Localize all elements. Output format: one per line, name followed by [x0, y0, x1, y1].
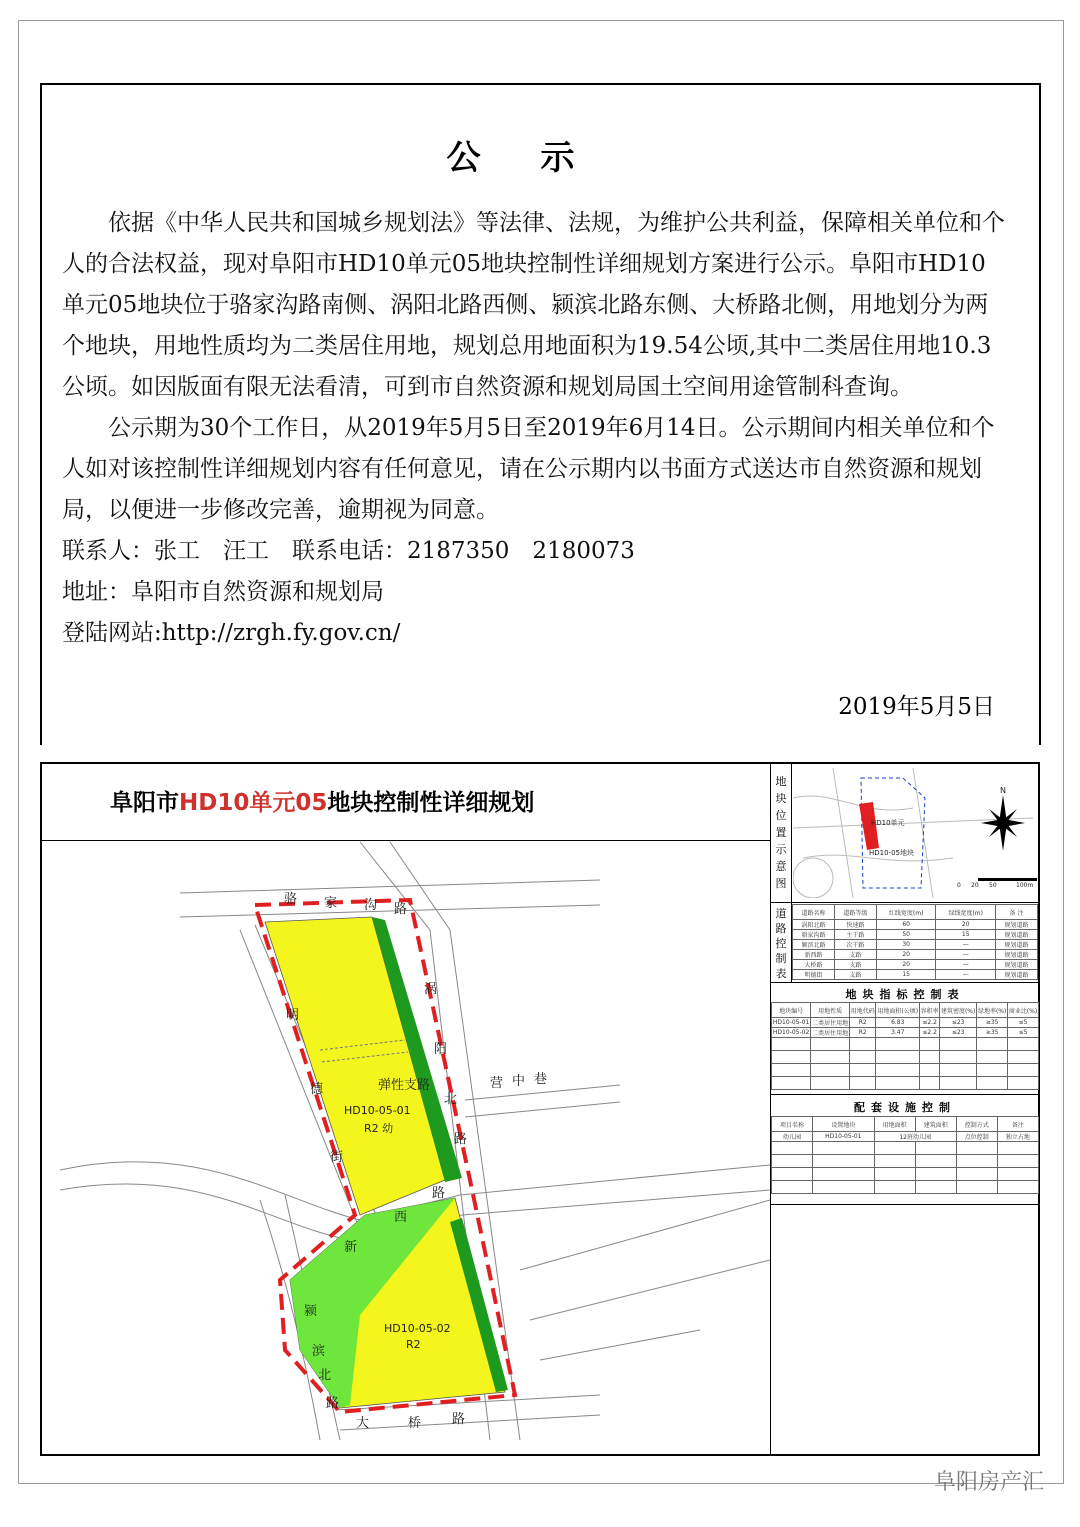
plot-index-table — [771, 1002, 1039, 1090]
road-label-luojiagou: 家 — [324, 896, 338, 911]
table-cell-empty — [956, 1155, 997, 1168]
column-header: 地块编号 — [772, 1003, 811, 1018]
table-row — [772, 1132, 1039, 1142]
road-table-heading — [771, 902, 792, 982]
notice-address: 地址：阜阳市自然资源和规划局 — [62, 579, 384, 605]
table-cell: 快速路 — [834, 920, 876, 930]
column-header: 用地代码 — [850, 1003, 876, 1018]
table-cell-empty — [876, 1038, 920, 1051]
table-cell: 规划道路 — [996, 970, 1038, 980]
table-cell-empty — [813, 1142, 874, 1155]
table-cell: HD10-05-02 — [772, 1029, 810, 1036]
plan-title-rest: 地块控制性详细规划 — [327, 790, 535, 816]
north-arrow-icon — [981, 795, 1025, 851]
table-cell-empty — [772, 1064, 811, 1077]
table-cell-empty — [876, 1051, 920, 1064]
road-label-xinxi: 新 — [344, 1240, 358, 1255]
heading-char: 意 — [775, 860, 787, 873]
table-cell-empty — [813, 1155, 874, 1168]
table-cell-empty — [997, 1168, 1038, 1181]
table-row-empty — [772, 1181, 1039, 1194]
table-cell-empty — [874, 1155, 915, 1168]
column-header: 项目名称 — [772, 1117, 813, 1132]
table-cell: — — [936, 950, 996, 960]
road-control-table — [792, 904, 1038, 980]
plot2-id: HD10-05-02 — [384, 1322, 451, 1335]
heading-char: 表 — [775, 967, 787, 980]
table-cell-empty — [956, 1168, 997, 1181]
column-header: 用地面积(公顷) — [876, 1003, 920, 1018]
road-label-mingde: 明 — [286, 1008, 300, 1023]
road-label-woyang: 涡 — [424, 982, 438, 997]
table-cell: 独立占地 — [997, 1132, 1038, 1142]
table-cell: 二类居住用地 — [811, 1028, 850, 1038]
table-cell: 骆家沟路 — [793, 930, 835, 940]
column-header: 控制方式 — [956, 1117, 997, 1132]
column-header: 备注 — [997, 1117, 1038, 1132]
table-cell: ≤2.2 — [920, 1018, 940, 1028]
table-cell-empty — [920, 1064, 940, 1077]
column-header: 用地面积 — [874, 1117, 915, 1132]
table-cell-empty — [811, 1064, 850, 1077]
table-cell-empty — [997, 1142, 1038, 1155]
table-cell-empty — [915, 1168, 956, 1181]
table-cell: 大桥路 — [793, 960, 835, 970]
table-cell: ≤23 — [940, 1018, 977, 1028]
table-cell-empty — [874, 1168, 915, 1181]
table-cell-empty — [915, 1142, 956, 1155]
table-header — [772, 1003, 1039, 1018]
table-cell-empty — [772, 1181, 813, 1194]
table-cell-empty — [920, 1051, 940, 1064]
table-cell: 规划道路 — [996, 950, 1038, 960]
table-cell: 明德街 — [793, 970, 835, 980]
facility-table-title: 配套设施控制 — [854, 1101, 956, 1114]
table-cell: ≥35 — [977, 1018, 1008, 1028]
table-cell: 主干路 — [834, 930, 876, 940]
table-cell-empty — [1008, 1038, 1039, 1051]
heading-char: 制 — [775, 952, 787, 965]
table-cell: 支路 — [834, 970, 876, 980]
table-cell: 6.83 — [876, 1018, 920, 1028]
watermark: 阜阳房产汇 — [933, 1470, 1044, 1495]
facility-control-table — [771, 1116, 1039, 1194]
heading-char: 路 — [775, 922, 787, 935]
table-cell-empty — [1008, 1077, 1039, 1090]
table-cell: 12班幼儿园 — [874, 1132, 956, 1142]
road-label-yingbin: 北 — [318, 1368, 332, 1383]
road-label-woyang: 阳 — [434, 1042, 448, 1057]
table-cell: 次干路 — [834, 940, 876, 950]
table-cell-empty — [977, 1051, 1008, 1064]
table-cell-empty — [876, 1077, 920, 1090]
table-cell-empty — [874, 1181, 915, 1194]
heading-char: 地 — [775, 775, 787, 788]
column-header: 建筑面积 — [915, 1117, 956, 1132]
plot1-code: R2 幼 — [364, 1122, 394, 1135]
table-header — [793, 905, 1038, 920]
road-label-xinxi: 西 — [394, 1210, 408, 1225]
divider — [771, 902, 1039, 903]
table-cell: ≤5 — [1008, 1028, 1039, 1038]
heading-char: 示 — [775, 843, 787, 856]
table-cell: 颍滨北路 — [793, 940, 835, 950]
table-cell: 涡阳北路 — [793, 920, 835, 930]
road-label-yingbin: 滨 — [312, 1344, 326, 1359]
heading-char: 位 — [775, 809, 787, 822]
column-header: 商业比(%) — [1008, 1003, 1039, 1018]
table-cell-empty — [915, 1181, 956, 1194]
table-cell-empty — [772, 1051, 811, 1064]
road-label-luojiagou: 沟 — [364, 898, 378, 913]
table-cell-empty — [920, 1077, 940, 1090]
table-cell: 规划道路 — [996, 940, 1038, 950]
table-cell-empty — [850, 1077, 876, 1090]
plan-drawing — [40, 762, 1040, 1456]
scale-tick: 50 — [989, 882, 997, 889]
table-cell-empty — [813, 1181, 874, 1194]
plot1-id: HD10-05-01 — [344, 1104, 411, 1117]
unit-label: HD10单元 — [871, 819, 905, 827]
road-label-yingzhong: 营 — [490, 1076, 504, 1091]
road-label-daqiao: 桥 — [408, 1416, 422, 1431]
table-cell: HD10-05-01 — [772, 1019, 810, 1026]
table-cell: 60 — [876, 920, 936, 930]
table-cell-empty — [920, 1038, 940, 1051]
table-row-empty — [772, 1077, 1039, 1090]
table-row — [793, 960, 1038, 970]
table-cell-empty — [811, 1077, 850, 1090]
table-cell-empty — [850, 1064, 876, 1077]
column-header: 备 注 — [996, 905, 1038, 920]
table-row — [793, 920, 1038, 930]
road-label-mingde: 德 — [310, 1082, 324, 1097]
table-cell-empty — [772, 1168, 813, 1181]
table-cell-empty — [977, 1064, 1008, 1077]
table-cell: 规划道路 — [996, 930, 1038, 940]
notice-body — [62, 203, 1007, 654]
table-row — [793, 940, 1038, 950]
column-header: 容积率 — [920, 1003, 940, 1018]
table-cell-empty — [940, 1077, 977, 1090]
heading-char: 置 — [775, 826, 787, 839]
notice-title: 公示 — [446, 138, 635, 178]
table-cell: 30 — [876, 940, 936, 950]
road-label-daqiao: 路 — [452, 1412, 466, 1427]
column-header: 红线宽度(m) — [876, 905, 936, 920]
column-header: 设置地块 — [813, 1117, 874, 1132]
table-cell: — — [936, 970, 996, 980]
table-row-empty — [772, 1064, 1039, 1077]
table-cell: 规划道路 — [996, 960, 1038, 970]
table-row-empty — [772, 1168, 1039, 1181]
table-cell: 新西路 — [793, 950, 835, 960]
table-row — [772, 1018, 1039, 1028]
table-row-empty — [772, 1142, 1039, 1155]
table-cell: R2 — [850, 1028, 876, 1038]
table-cell: 15 — [936, 930, 996, 940]
road-label-xinxi: 路 — [432, 1186, 446, 1201]
table-cell: 二类居住用地 — [811, 1018, 850, 1028]
table-cell-empty — [1008, 1064, 1039, 1077]
table-cell: 幼儿园 — [772, 1132, 813, 1142]
road-label-yingbin: 路 — [326, 1396, 340, 1411]
table-cell: 规划道路 — [996, 920, 1038, 930]
table-cell-empty — [772, 1077, 811, 1090]
table-cell: 支路 — [834, 960, 876, 970]
road-label-luojiagou: 路 — [394, 902, 408, 917]
table-row — [793, 930, 1038, 940]
table-cell: ≤5 — [1008, 1018, 1039, 1028]
table-cell-empty — [977, 1038, 1008, 1051]
road-label-woyang: 北 — [444, 1092, 458, 1107]
heading-char: 控 — [775, 937, 787, 950]
column-header: 用地性质 — [811, 1003, 850, 1018]
table-cell-empty — [850, 1051, 876, 1064]
table-cell-empty — [811, 1038, 850, 1051]
table-cell: HD10-05-01 — [813, 1132, 874, 1142]
elastic-road-label: 弹性支路 — [378, 1078, 431, 1093]
table-cell: 20 — [876, 950, 936, 960]
plot-table-title: 地块指标控制表 — [845, 988, 965, 1001]
heading-char: 道 — [775, 907, 787, 920]
road-label-luojiagou: 骆 — [284, 892, 298, 907]
table-cell-empty — [772, 1038, 811, 1051]
heading-char: 图 — [775, 877, 787, 890]
divider — [771, 982, 1039, 983]
plan-title-city: 阜阳市 — [110, 790, 179, 816]
table-row — [772, 1028, 1039, 1038]
table-cell-empty — [997, 1155, 1038, 1168]
road-label-yingbin: 颍 — [304, 1304, 318, 1319]
notice-website[interactable]: 登陆网站:http://zrgh.fy.gov.cn/ — [62, 620, 401, 646]
table-cell: — — [936, 960, 996, 970]
scale-tick: 100m — [1016, 882, 1034, 889]
column-header: 道路等级 — [834, 905, 876, 920]
notice-paragraph: 依据《中华人民共和国城乡规划法》等法律、法规，为维护公共利益，保障相关单位和个人的合法权益，现对阜阳市HD10单元05地块控制性详细规划方案进行公示。阜阳市HD10单元05地块位于骆家沟路南侧、涡阳北路西侧、颍滨北路东侧、大桥路北侧，用地划分为两个地块，用地性质均为二类居住用地，规划总用地面积为19.54公顷,其中二类居住用地10.3公顷。如因版面有限无法看清，可到市自然资源和规划局国土空间用途管制科查询。 — [62, 210, 1005, 400]
table-row — [793, 970, 1038, 980]
table-cell-empty — [850, 1038, 876, 1051]
column-header: 道路名称 — [793, 905, 835, 920]
road-label-yingzhong: 中 — [512, 1074, 526, 1089]
table-row-empty — [772, 1038, 1039, 1051]
table-cell: ≤2.2 — [920, 1028, 940, 1038]
notice-date: 2019年5月5日 — [838, 694, 995, 720]
table-cell: 20 — [936, 920, 996, 930]
table-cell-empty — [813, 1168, 874, 1181]
north-label: N — [1000, 786, 1006, 795]
table-row-empty — [772, 1051, 1039, 1064]
table-cell-empty — [811, 1051, 850, 1064]
table-cell-empty — [956, 1181, 997, 1194]
table-cell: ≤23 — [940, 1028, 977, 1038]
divider — [771, 1094, 1039, 1095]
table-cell: 15 — [876, 970, 936, 980]
column-header: 绿地率(%) — [977, 1003, 1008, 1018]
table-cell-empty — [772, 1142, 813, 1155]
table-cell-empty — [876, 1064, 920, 1077]
table-row — [793, 950, 1038, 960]
heading-char: 块 — [775, 792, 787, 805]
table-cell-empty — [977, 1077, 1008, 1090]
scale-tick: 20 — [971, 882, 979, 889]
road-label-daqiao: 大 — [356, 1416, 370, 1431]
notice-contact: 联系人：张工 汪工 联系电话：2187350 2180073 — [62, 538, 635, 564]
scale-tick: 0 — [957, 882, 961, 889]
column-header: 绿线宽度(m) — [936, 905, 996, 920]
table-cell: 点位控制 — [956, 1132, 997, 1142]
table-cell-empty — [915, 1155, 956, 1168]
column-header: 建筑密度(%) — [940, 1003, 977, 1018]
table-cell: R2 — [850, 1018, 876, 1028]
table-cell-empty — [940, 1051, 977, 1064]
table-cell-empty — [1008, 1051, 1039, 1064]
table-cell: — — [936, 940, 996, 950]
notice-paragraph: 公示期为30个工作日，从2019年5月5日至2019年6月14日。公示期间内相关单位和个人如对该控制性详细规划内容有任何意见，请在公示期内以书面方式送达市自然资源和规划局，以便进一步修改完善，逾期视为同意。 — [62, 415, 995, 523]
table-cell-empty — [956, 1142, 997, 1155]
table-cell: 50 — [876, 930, 936, 940]
divider — [771, 1204, 1039, 1205]
table-cell: 3.47 — [876, 1028, 920, 1038]
table-cell-empty — [772, 1155, 813, 1168]
table-header — [772, 1117, 1039, 1132]
plan-title-unit: HD10单元05 — [179, 790, 328, 816]
road-label-mingde: 街 — [330, 1150, 344, 1165]
table-cell: 20 — [876, 960, 936, 970]
plot2-code: R2 — [406, 1338, 421, 1351]
table-cell-empty — [874, 1142, 915, 1155]
table-cell-empty — [940, 1064, 977, 1077]
table-cell-empty — [997, 1181, 1038, 1194]
table-cell-empty — [940, 1038, 977, 1051]
road-label-woyang: 路 — [454, 1132, 468, 1147]
location-heading — [771, 764, 792, 902]
plot-label: HD10-05地块 — [869, 849, 914, 857]
road-label-yingzhong: 巷 — [534, 1072, 548, 1087]
table-cell: 支路 — [834, 950, 876, 960]
public-notice — [40, 83, 1041, 745]
control-panel — [770, 764, 1039, 1454]
table-cell: ≥35 — [977, 1028, 1008, 1038]
table-row-empty — [772, 1155, 1039, 1168]
